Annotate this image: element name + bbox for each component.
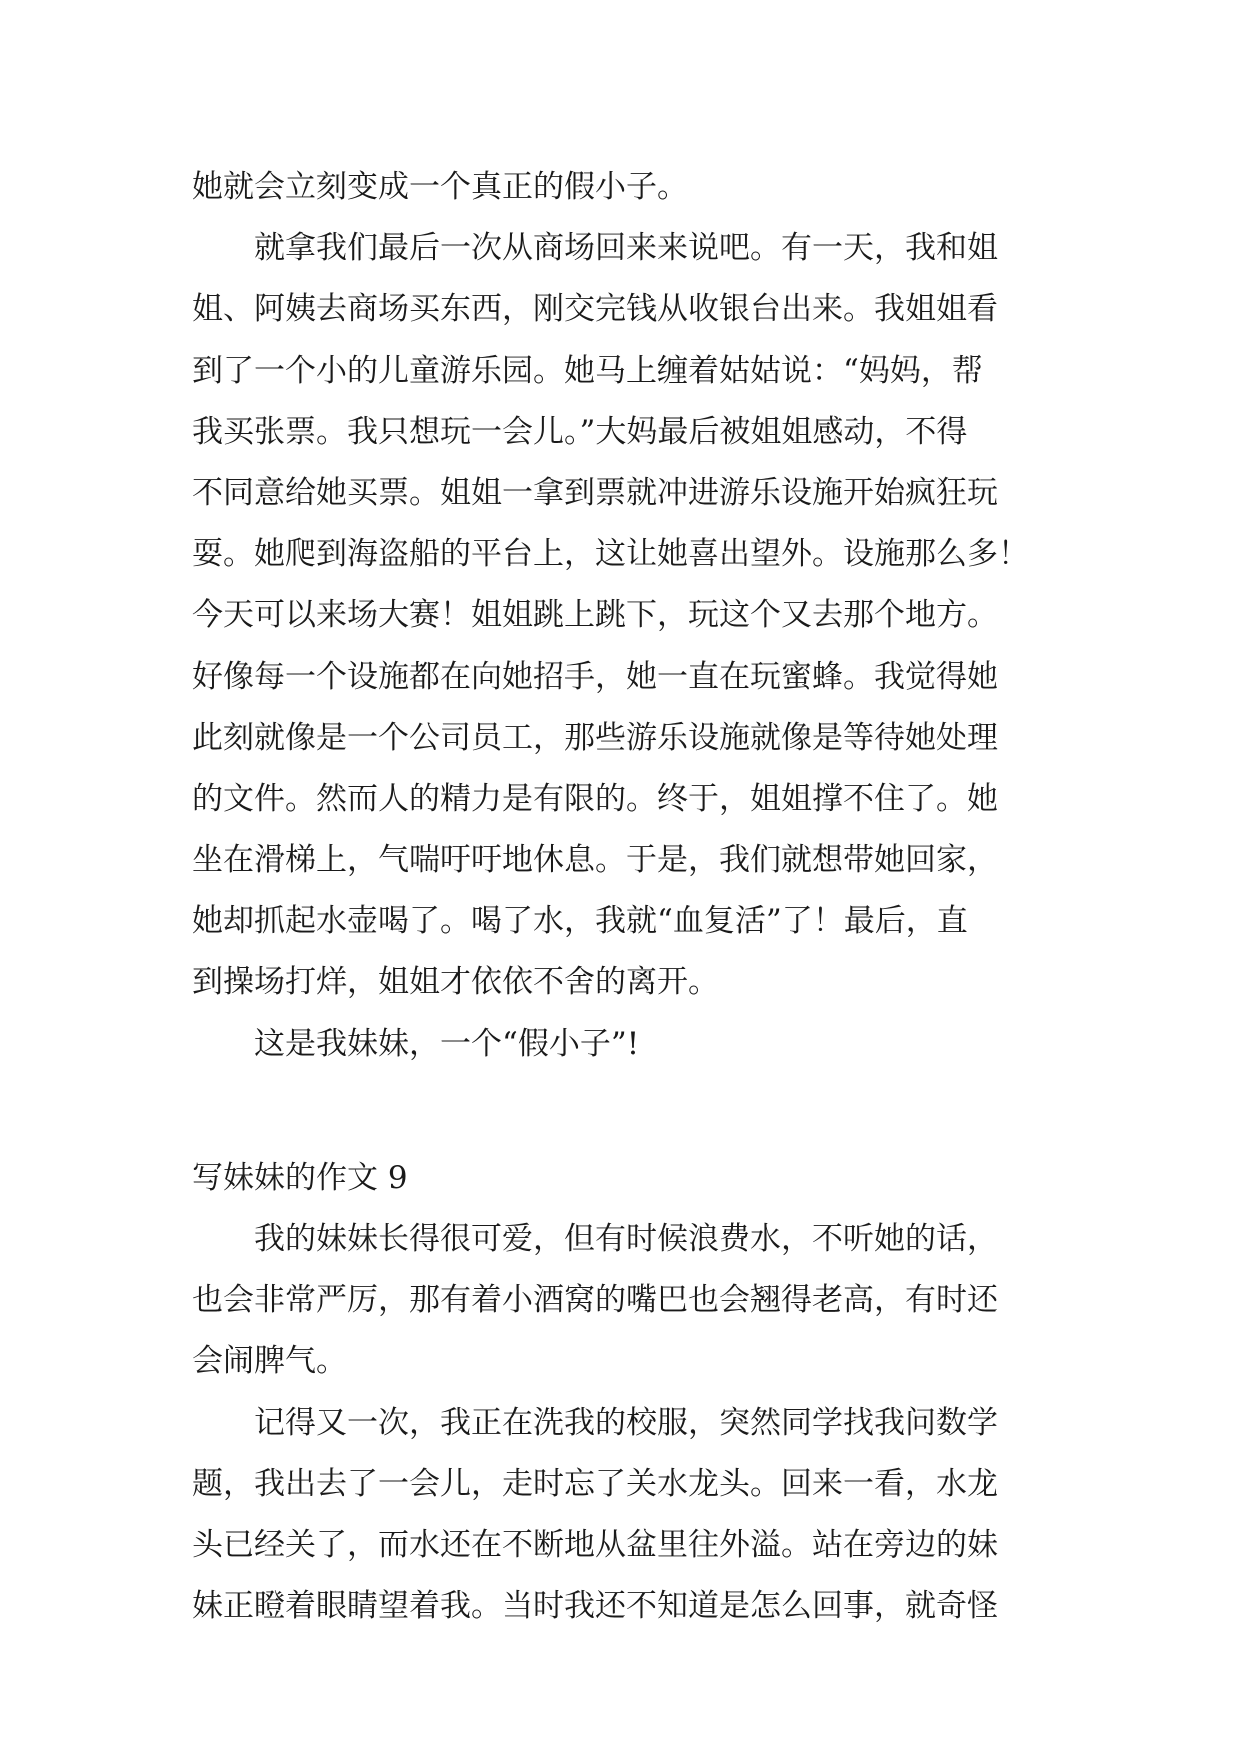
text-line: 我买张票。我只想玩一会儿。”大妈最后被姐姐感动，不得: [192, 413, 968, 450]
text-line: 姐、阿姨去商场买东西，刚交完钱从收银台出来。我姐姐看: [192, 291, 998, 328]
text-line: 她就会立刻变成一个真正的假小子。: [192, 169, 688, 205]
document-body: [192, 157, 1050, 1637]
text-line: 我的妹妹长得很可爱，但有时候浪费水，不听她的话，: [254, 1221, 998, 1257]
section-spacer: [192, 1075, 1050, 1148]
text-line: 这是我妹妹，一个“假小子”!: [254, 1025, 640, 1062]
text-line: 不同意给她买票。姐姐一拿到票就冲进游乐设施开始疯狂玩: [192, 474, 998, 511]
text-line: 的文件。然而人的精力是有限的。终于，姐姐撑不住了。她: [192, 780, 998, 817]
section-title: 写妹妹的作文 9: [192, 1159, 408, 1196]
text-line: 也会非常严厉，那有着小酒窝的嘴巴也会翘得老高，有时还: [192, 1282, 998, 1319]
paragraph: [192, 1014, 1050, 1075]
text-line: 就拿我们最后一次从商场回来来说吧。有一天，我和姐: [254, 230, 998, 267]
text-line: 到了一个小的儿童游乐园。她马上缠着姑姑说：“妈妈，帮: [192, 352, 983, 389]
text-line: 耍。她爬到海盗船的平台上，这让她喜出望外。设施那么多！: [192, 536, 1029, 573]
text-line: 此刻就像是一个公司员工，那些游乐设施就像是等待她处理: [192, 719, 998, 756]
text-line: 头已经关了，而水还在不断地从盆里往外溢。站在旁边的妹: [192, 1526, 998, 1563]
paragraph: [192, 157, 1050, 218]
paragraph: [192, 218, 1050, 1013]
text-line: 会闹脾气。: [192, 1343, 347, 1380]
text-line: 她却抓起水壶喝了。喝了水，我就“血复活”了！最后，直: [192, 903, 968, 940]
text-line: 到操场打烊，姐姐才依依不舍的离开。: [192, 964, 719, 1001]
text-line: 今天可以来场大赛！姐姐跳上跳下，玩这个又去那个地方。: [192, 597, 998, 634]
text-line: 好像每一个设施都在向她招手，她一直在玩蜜蜂。我觉得她: [192, 658, 998, 695]
text-line: 题，我出去了一会儿，走时忘了关水龙头。回来一看，水龙: [192, 1465, 998, 1502]
text-line: 妹正瞪着眼睛望着我。当时我还不知道是怎么回事，就奇怪: [192, 1588, 998, 1625]
paragraph: [192, 1209, 1050, 1393]
text-line: 记得又一次，我正在洗我的校服，突然同学找我问数学: [254, 1404, 998, 1441]
text-line: 坐在滑梯上，气喘吁吁地休息。于是，我们就想带她回家，: [192, 842, 998, 879]
paragraph: [192, 1393, 1050, 1638]
